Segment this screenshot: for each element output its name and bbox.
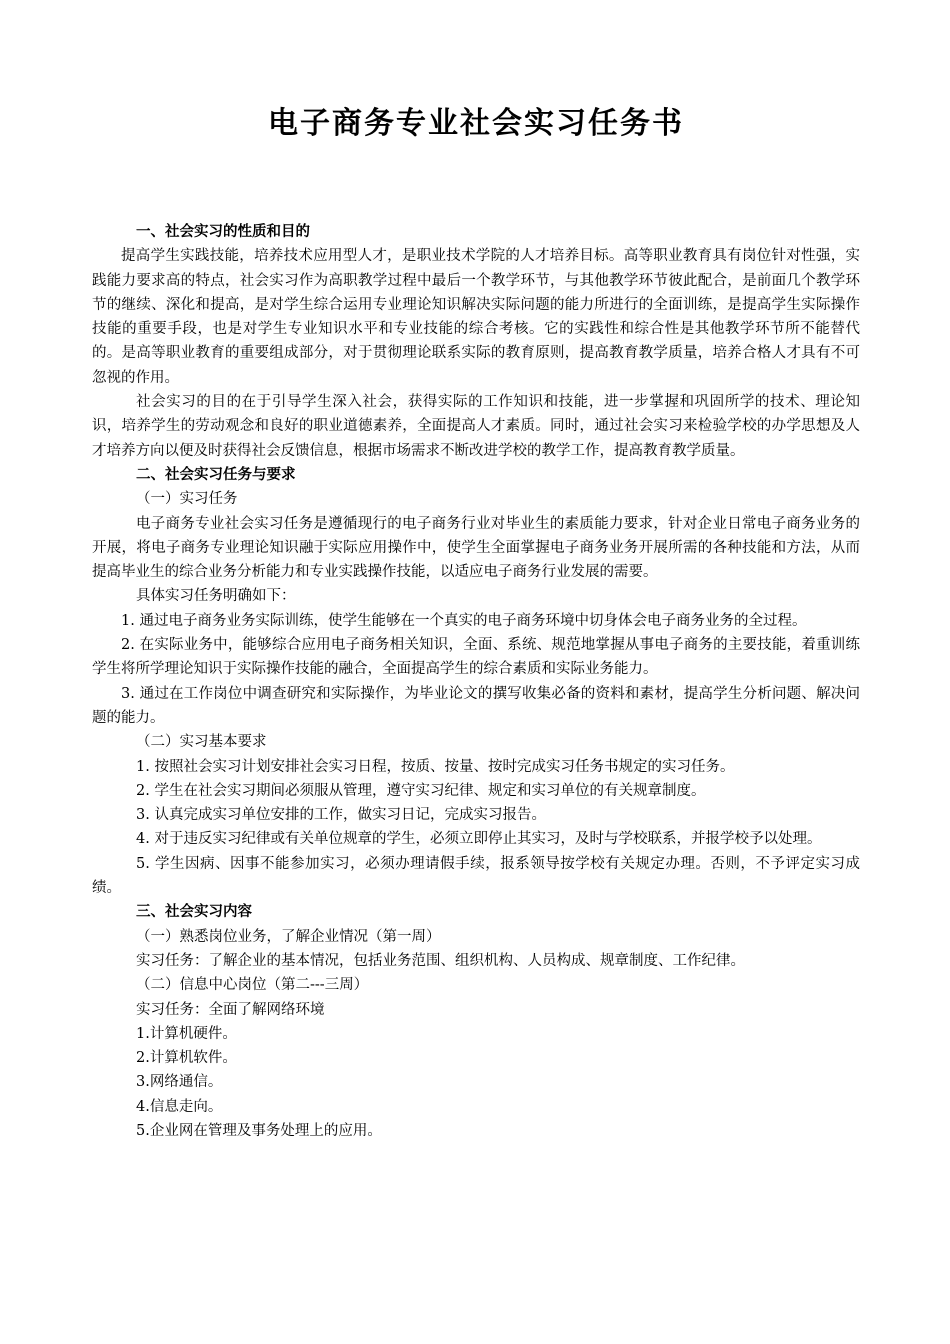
section-2-sub-2: （二）实习基本要求 [136,734,267,751]
requirement-item-2: 2. 学生在社会实习期间必须服从管理，遵守实习纪律、规定和实习单位的有关规章制度。 [136,782,706,799]
section-3-task-1: 实习任务：了解企业的基本情况，包括业务范围、组织机构、人员构成、规章制度、工作纪律。 [136,952,745,969]
task-item-3: 3. 通过在工作岗位中调查研究和实际操作，为毕业论文的撰写收集必备的资料和素材，提高学生分析问题、解决问题的能力。 [92,685,860,726]
section-3-sub-1: （一）熟悉岗位业务，了解企业情况（第一周） [136,928,441,945]
task-item-2: 2. 在实际业务中，能够综合应用电子商务相关知识，全面、系统、规范地掌握从事电子商务的主要技能，着重训练学生将所学理论知识于实际操作技能的融合，全面提高学生的综合素质和实际业务能力。 [92,637,860,678]
content-list-item: 2.计算机软件。 [136,1050,237,1067]
requirement-item-4: 4. 对于违反实习纪律或有关单位规章的学生，必须立即停止其实习，及时与学校联系，并报学校予以处理。 [136,831,822,848]
content-list-item: 1.计算机硬件。 [136,1025,237,1042]
requirement-item-3: 3. 认真完成实习单位安排的工作，做实习日记，完成实习报告。 [136,807,546,824]
section-1-heading: 一、社会实习的性质和目的 [136,224,310,240]
section-2-sub-1: （一）实习任务 [136,491,238,508]
section-1-paragraph-1: 提高学生实践技能，培养技术应用型人才，是职业技术学院的人才培养目标。高等职业教育具有岗位针对性强，实践能力要求高的特点，社会实习作为高职教学过程中最后一个教学环节，与其他教学环节彼此配合，是前面几个教学环节的继续、深化和提高，是对学生综合运用专业理论知识解决实际问题的能力所进行的全面训练，是提高学生实际操作技能的重要手段，也是对学生专业知识水平和专业技能的综合考核。它的实践性和综合性是其他教学环节所不能替代的。是高等职业教育的重要组成部分，对于贯彻理论联系实际的教育原则，提高教育教学质量，培养合格人才具有不可忽视的作用。 [92,248,860,386]
document-title: 电子商务专业社会实习任务书 [268,106,684,141]
content-list-item: 4.信息走向。 [136,1098,223,1115]
requirement-item-1: 1. 按照社会实习计划安排社会实习日程，按质、按量、按时完成实习任务书规定的实习任务。 [136,758,735,775]
section-3-sub-2: （二）信息中心岗位（第二---三周） [136,977,369,994]
content-list-item: 5.企业网在管理及事务处理上的应用。 [136,1122,382,1139]
section-2-paragraph-2: 具体实习任务明确如下： [136,588,296,605]
document-page [92,98,860,1143]
section-2-paragraph-1: 电子商务专业社会实习任务是遵循现行的电子商务行业对毕业生的素质能力要求，针对企业日常电子商务业务的开展，将电子商务专业理论知识融于实际应用操作中，使学生全面掌握电子商务业务开展所需的各种技能和方法，从而提高毕业生的综合业务分析能力和专业实践操作技能，以适应电子商务行业发展的需要。 [92,515,860,581]
requirement-item-5: 5. 学生因病、因事不能参加实习，必须办理请假手续，报系领导按学校有关规定办理。否则，不予评定实习成绩。 [92,855,860,897]
task-item-1: 1. 通过电子商务业务实际训练，使学生能够在一个真实的电子商务环境中切身体会电子商务业务的全过程。 [121,612,807,629]
section-3-task-2: 实习任务：全面了解网络环境 [136,1001,325,1018]
section-3-heading: 三、社会实习内容 [136,904,252,921]
content-list-item: 3.网络通信。 [136,1074,223,1091]
section-1-paragraph-2: 社会实习的目的在于引导学生深入社会，获得实际的工作知识和技能，进一步掌握和巩固所学的技术、理论知识，培养学生的劳动观念和良好的职业道德素养，全面提高人才素质。同时，通过社会实习来检验学校的办学思想及人才培养方向以便及时获得社会反馈信息，根据市场需求不断改进学校的教学工作，提高教育教学质量。 [92,394,860,459]
section-2-heading: 二、社会实习任务与要求 [136,466,296,483]
